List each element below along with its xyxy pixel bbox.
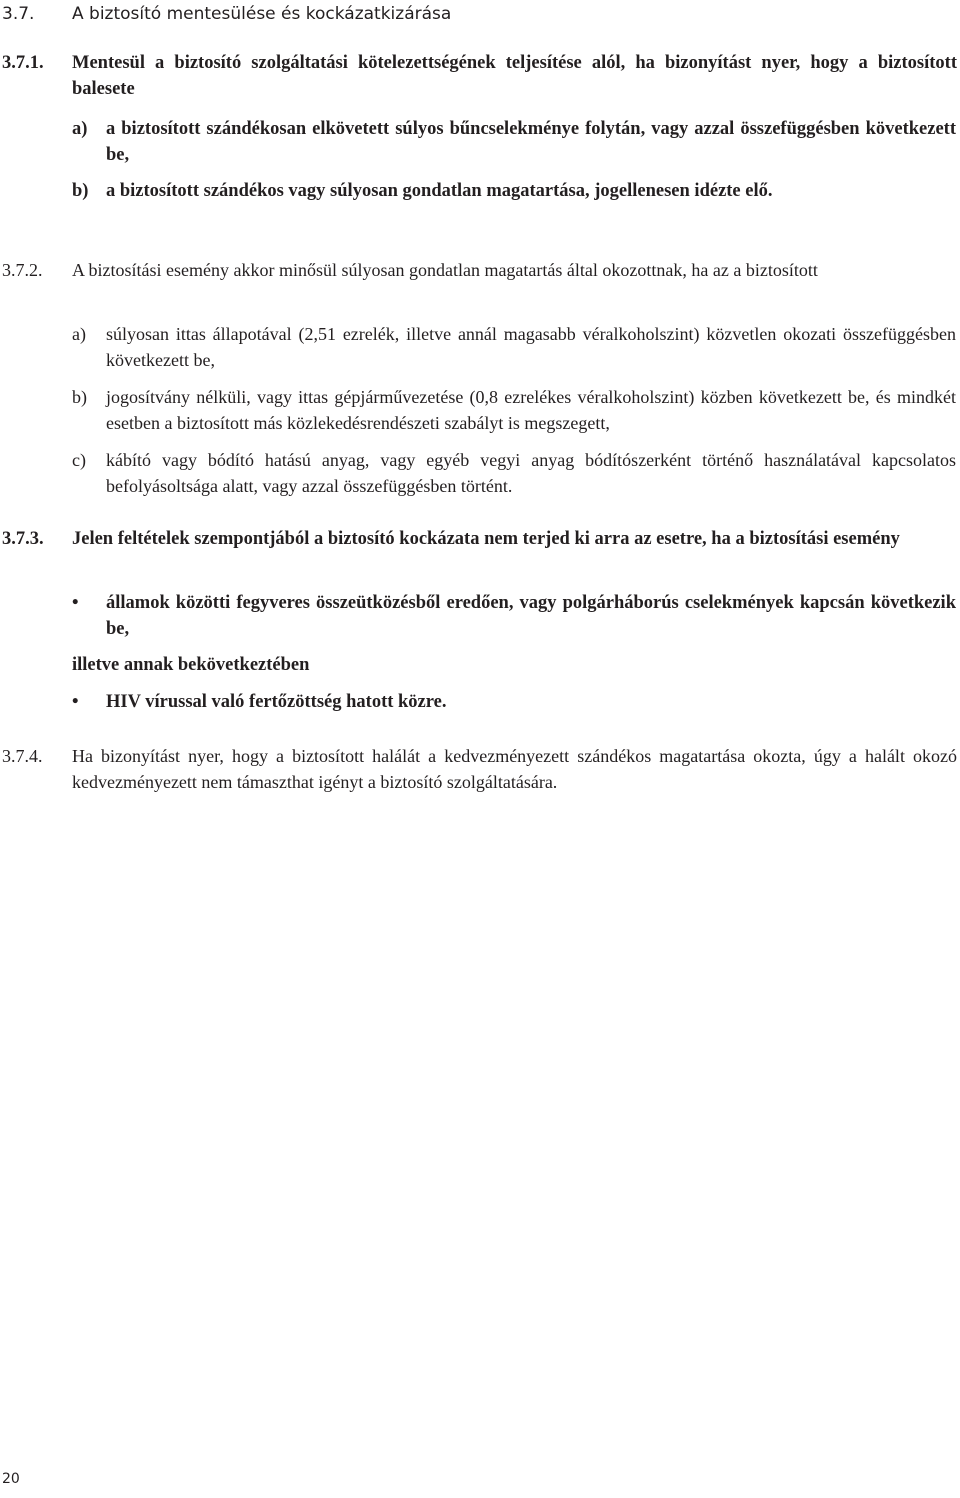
item-letter: b) — [72, 181, 89, 201]
item-text: a biztosított szándékosan elkövetett súlyos bűncselekménye folytán, vagy azzal összefüggésben következett be, — [106, 119, 956, 165]
section-title: A biztosító mentesülése és kockázatkizárása — [72, 4, 452, 24]
clause-text: Ha bizonyítást nyer, hogy a biztosított halálát a kedvezményezett szándékos magatartása okozta, úgy a halált okozó kedvezményezett nem támaszthat igényt a biztosító szolgáltatására. — [72, 746, 957, 792]
clause-3-7-2-item-c — [72, 447, 956, 499]
clause-3-7-3-connector: illetve annak bekövetkeztében — [72, 655, 310, 675]
clause-number: 3.7.3. — [2, 529, 44, 549]
item-text: kábító vagy bódító hatású anyag, vagy egyéb vegyi anyag bódítószerként történő használatával kapcsolatos befolyásoltsága alatt, vagy azzal összefüggésben történt. — [106, 450, 956, 496]
clause-3-7-1-item-b — [72, 178, 956, 204]
section-number: 3.7. — [2, 4, 35, 24]
clause-number: 3.7.1. — [2, 53, 44, 73]
clause-3-7-3-bullet-armed-conflict — [72, 590, 956, 642]
page-number: 20 — [2, 1471, 20, 1487]
clause-3-7-2 — [2, 257, 957, 283]
item-text: a biztosított szándékos vagy súlyosan gondatlan magatartása, jogellenesen idézte elő. — [106, 181, 773, 201]
item-text: súlyosan ittas állapotával (2,51 ezrelék, illetve annál magasabb véralkoholszint) közvetlen okozati összefüggésben következett be, — [106, 324, 956, 370]
bullet-text: HIV vírussal való fertőzöttség hatott közre. — [106, 692, 447, 712]
bullet-icon: • — [72, 692, 79, 712]
clause-3-7-3-bullet-hiv — [72, 689, 956, 715]
clause-3-7-1 — [2, 50, 957, 102]
bullet-text: államok közötti fegyveres összeütközésből eredően, vagy polgárháborús cselekmények kapcsán következik be, — [106, 593, 956, 639]
clause-number: 3.7.2. — [2, 260, 43, 280]
item-letter: c) — [72, 450, 86, 470]
item-text: jogosítvány nélküli, vagy ittas gépjárművezetése (0,8 ezrelékes véralkoholszint) közben következett be, és mindkét esetben a biztosított más közlekedésrendészeti szabályt is megszegett, — [106, 387, 956, 433]
section-heading — [2, 2, 942, 26]
clause-3-7-1-item-a — [72, 116, 956, 168]
clause-3-7-4 — [2, 743, 957, 795]
item-letter: a) — [72, 324, 86, 344]
item-letter: a) — [72, 119, 88, 139]
item-letter: b) — [72, 387, 87, 407]
clause-text: A biztosítási esemény akkor minősül súlyosan gondatlan magatartás által okozottnak, ha az a biztosított — [72, 260, 818, 280]
clause-3-7-2-item-a — [72, 321, 956, 373]
bullet-icon: • — [72, 593, 79, 613]
clause-text: Mentesül a biztosító szolgáltatási kötelezettségének teljesítése alól, ha bizonyítást nyer, hogy a biztosított balesete — [72, 53, 957, 99]
clause-3-7-2-item-b — [72, 384, 956, 436]
clause-3-7-3 — [2, 526, 957, 552]
clause-number: 3.7.4. — [2, 746, 43, 766]
clause-text: Jelen feltételek szempontjából a biztosító kockázata nem terjed ki arra az esetre, ha a biztosítási esemény — [72, 529, 900, 549]
